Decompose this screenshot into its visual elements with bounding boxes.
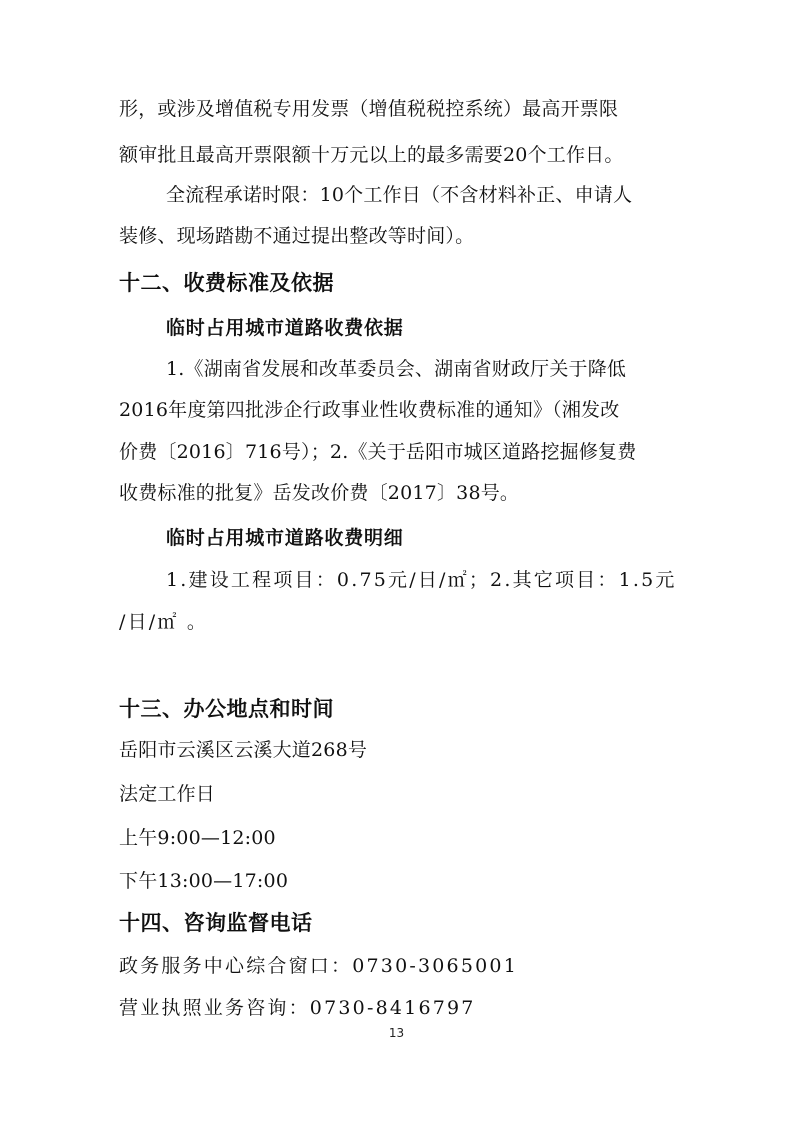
page-number: 13: [388, 1026, 405, 1040]
office-workday: 法定工作日: [119, 783, 216, 805]
paragraph-line: 装修、现场踏勘不通过提出整改等时间）。: [119, 225, 475, 247]
paragraph-line: 形，或涉及增值税专用发票（增值税税控系统）最高开票限: [119, 98, 619, 120]
section-heading-phone: 十四、咨询监督电话: [119, 911, 313, 935]
paragraph-line: 额审批且最高开票限额十万元以上的最多需要20个工作日。: [119, 144, 624, 166]
paragraph-line: 1.《湖南省发展和改革委员会、湖南省财政厅关于降低: [166, 358, 627, 380]
paragraph-line: 全流程承诺时限：10个工作日（不含材料补正、申请人: [166, 184, 633, 206]
paragraph-line: 收费标准的批复》岳发改价费〔2017〕38号。: [119, 482, 520, 504]
phone-service-center: 政务服务中心综合窗口：0730-3065001: [119, 955, 518, 977]
paragraph-line: 2016年度第四批涉企行政事业性收费标准的通知》（湘发改: [119, 399, 620, 421]
phone-business-license: 营业执照业务咨询：0730-8416797: [119, 997, 476, 1019]
paragraph-line: 1.建设工程项目：0.75元/日/㎡；2.其它项目：1.5元: [166, 569, 677, 591]
paragraph-line: /日/㎡ 。: [119, 611, 209, 633]
office-hours-afternoon: 下午13:00—17:00: [119, 870, 289, 892]
office-address: 岳阳市云溪区云溪大道268号: [119, 739, 368, 761]
paragraph-line: 价费〔2016〕716号）；2.《关于岳阳市城区道路挖掘修复费: [119, 441, 637, 463]
subheading-fee-basis: 临时占用城市道路收费依据: [166, 317, 404, 339]
subheading-fee-detail: 临时占用城市道路收费明细: [166, 527, 404, 549]
section-heading-office: 十三、办公地点和时间: [119, 697, 334, 721]
section-heading-fees: 十二、收费标准及依据: [119, 271, 334, 295]
office-hours-morning: 上午9:00—12:00: [119, 827, 276, 849]
